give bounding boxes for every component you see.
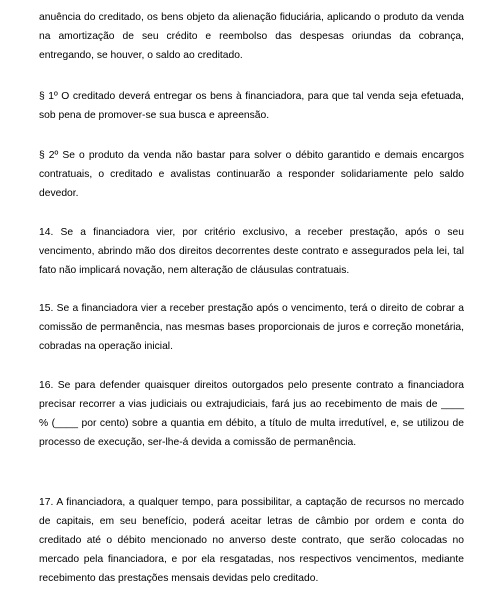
paragraph-section-2: § 2º Se o produto da venda não bastar para solver o débito garantido e demais encargos contratuais, o creditado e avalistas continuarão a responder solidariamente pelo saldo devedor.	[39, 150, 464, 199]
paragraph-clause-continuation: anuência do creditado, os bens objeto da alienação fiduciária, aplicando o produto da venda na amortização de seu crédito e reembolso das despesas oriundas da cobrança, entregando, se houver, o saldo ao creditado.	[39, 12, 464, 61]
paragraph-clause-16: 16. Se para defender quaisquer direitos outorgados pelo presente contrato a financiadora precisar recorrer a vias judiciais ou extrajudiciais, fará jus ao recebimento de mais de ____ % (____ por cento) sobre a quantia em débito, a título de multa irredutível, e, se utilizou de processo de execução, ser-lhe-á devida a comissão de permanência.	[39, 380, 464, 448]
paragraph-clause-15: 15. Se a financiadora vier a receber prestação após o vencimento, terá o direito de cobrar a comissão de permanência, nas mesmas bases proporcionais de juros e correção monetária, cobradas na operação inicial.	[39, 303, 464, 352]
paragraph-clause-14: 14. Se a financiadora vier, por critério exclusivo, a receber prestação, após o seu vencimento, abrindo mão dos direitos decorrentes deste contrato e assegurados pela lei, tal fato não implicará novação, nem alteração de cláusulas contratuais.	[39, 227, 464, 276]
paragraph-section-1: § 1º O creditado deverá entregar os bens à financiadora, para que tal venda seja efetuada, sob pena de promover-se sua busca e apreensão.	[39, 91, 464, 121]
paragraph-clause-17: 17. A financiadora, a qualquer tempo, para possibilitar, a captação de recursos no mercado de capitais, em seu benefício, poderá aceitar letras de câmbio por ordem e conta do creditado até o débito mencionado no anverso deste contrato, que serão colocadas no mercado pela financiadora, e por ela resgatadas, nos respectivos vencimentos, mediante recebimento das prestações mensais devidas pelo creditado.	[39, 497, 464, 584]
